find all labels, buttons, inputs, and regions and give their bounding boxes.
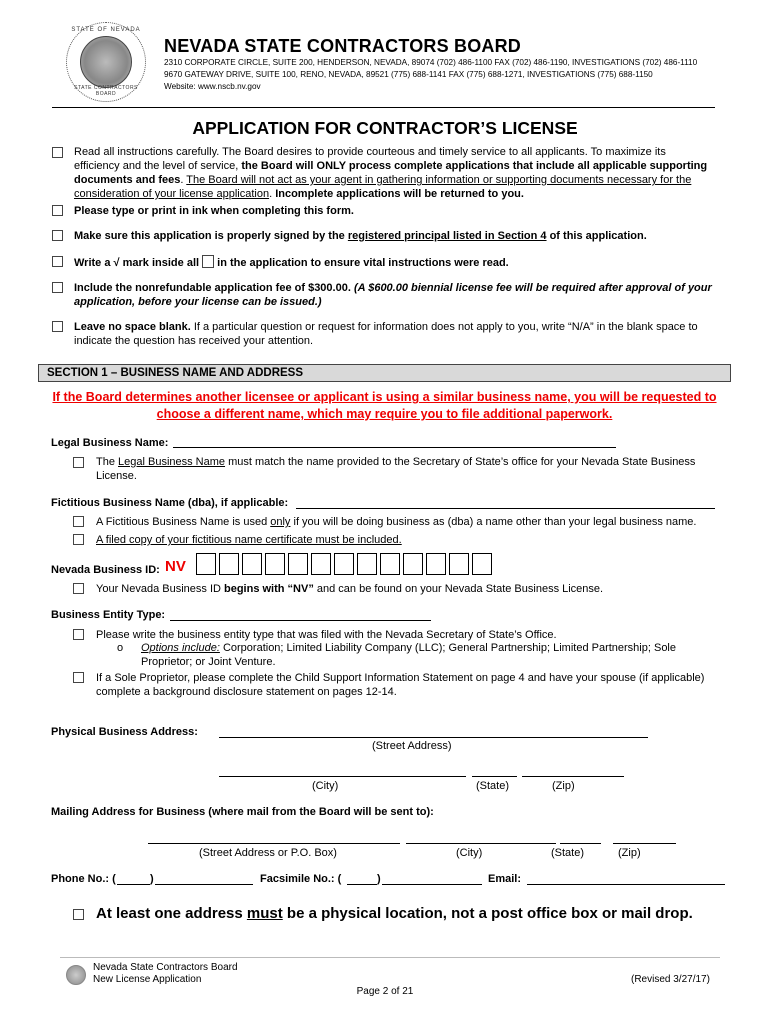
address-henderson: 2310 CORPORATE CIRCLE, SUITE 200, HENDERSON, NEVADA, 89074 (702) 486-1100 FAX (702) 486-1190, INVESTIGATIONS (702) 486-1110 bbox=[164, 58, 698, 67]
entity-options: Options include: Corporation; Limited Liability Company (LLC); General Partnership; Limited Partnership; Sole Proprietor; or Joint Venture. bbox=[141, 642, 676, 668]
fax-number-field[interactable] bbox=[382, 873, 482, 885]
page-title: APPLICATION FOR CONTRACTOR’S LICENSE bbox=[192, 118, 578, 138]
fax-label: Facsimile No.: ( bbox=[260, 873, 342, 885]
checkbox-sole-proprietor[interactable] bbox=[73, 672, 84, 683]
instruction-check-mark: Write a √ mark inside all in the application to ensure vital instructions were read. bbox=[74, 257, 509, 269]
phone-number-field[interactable] bbox=[155, 873, 253, 885]
id-box[interactable] bbox=[380, 553, 400, 575]
instruction-type-print: Please type or print in ink when completing this form. bbox=[74, 205, 354, 217]
mailing-address-label: Mailing Address for Business (where mail from the Board will be sent to): bbox=[51, 806, 434, 818]
fax-paren-close: ) bbox=[377, 873, 381, 885]
checkbox-signed[interactable] bbox=[52, 230, 63, 241]
website: Website: www.nscb.nv.gov bbox=[164, 82, 261, 91]
physical-address-label: Physical Business Address: bbox=[51, 726, 198, 738]
instruction-read-all: Read all instructions carefully. The Board desires to provide courteous and timely service to all applicants. To maximize its efficiency and the level of service, the Board will ONLY process complete applications that include all applicable supporting documents and fees. The Board will not act as your agent in gathering information or supporting documents necessary for the consideration of your license application. Incomplete applications will be returned to you. bbox=[74, 146, 708, 200]
physical-zip-caption: (Zip) bbox=[552, 780, 575, 792]
mailing-street-caption: (Street Address or P.O. Box) bbox=[199, 847, 337, 859]
legal-business-name-field[interactable] bbox=[173, 436, 616, 448]
checkbox-nvid[interactable] bbox=[73, 583, 84, 594]
id-box[interactable] bbox=[472, 553, 492, 575]
legal-business-name-label: Legal Business Name: bbox=[51, 437, 169, 449]
footer-org: Nevada State Contractors Board bbox=[93, 962, 238, 973]
phone-area-code-field[interactable] bbox=[117, 873, 150, 885]
nv-prefix: NV bbox=[165, 558, 186, 575]
seal-emblem bbox=[80, 36, 132, 88]
header-divider bbox=[52, 107, 715, 108]
phone-paren-close: ) bbox=[150, 873, 154, 885]
id-box[interactable] bbox=[403, 553, 423, 575]
entity-type-field[interactable] bbox=[170, 609, 431, 621]
section-1-header: SECTION 1 – BUSINESS NAME AND ADDRESS bbox=[38, 364, 731, 382]
footer-revised: (Revised 3/27/17) bbox=[631, 974, 710, 985]
physical-street-caption: (Street Address) bbox=[372, 740, 452, 752]
id-box[interactable] bbox=[426, 553, 446, 575]
checkbox-fee[interactable] bbox=[52, 282, 63, 293]
dba-field[interactable] bbox=[296, 497, 715, 509]
nevada-business-id-label: Nevada Business ID: bbox=[51, 564, 160, 576]
instruction-signed: Make sure this application is properly signed by the registered principal listed in Section 4 of this application. bbox=[74, 230, 647, 242]
entity-type-label: Business Entity Type: bbox=[51, 609, 166, 621]
footer-seal-logo bbox=[66, 965, 86, 985]
mailing-state-field[interactable] bbox=[560, 832, 601, 844]
email-field[interactable] bbox=[527, 873, 725, 885]
checkbox-dba-certificate[interactable] bbox=[73, 534, 84, 545]
id-box[interactable] bbox=[219, 553, 239, 575]
id-box[interactable] bbox=[334, 553, 354, 575]
id-box[interactable] bbox=[265, 553, 285, 575]
physical-state-caption: (State) bbox=[476, 780, 510, 792]
sole-proprietor-note: If a Sole Proprietor, please complete the Child Support Information Statement on page 4 and have your spouse (if applicable) complete a background disclosure statement on pages 12-14. bbox=[96, 672, 705, 698]
mailing-city-caption: (City) bbox=[456, 847, 483, 859]
checkbox-dba-usage[interactable] bbox=[73, 516, 84, 527]
physical-state-field[interactable] bbox=[472, 765, 517, 777]
id-box[interactable] bbox=[196, 553, 216, 575]
id-box[interactable] bbox=[357, 553, 377, 575]
email-label: Email: bbox=[488, 873, 522, 885]
checkbox-type-print[interactable] bbox=[52, 205, 63, 216]
address-reno: 9670 GATEWAY DRIVE, SUITE 100, RENO, NEVADA, 89521 (775) 688-1141 FAX (775) 688-1271, INVESTIGATIONS (775) 688-1150 bbox=[164, 70, 653, 79]
checkbox-read-instructions[interactable] bbox=[52, 147, 63, 158]
physical-city-field[interactable] bbox=[219, 765, 466, 777]
legal-name-note: The Legal Business Name must match the name provided to the Secretary of State’s office for your Nevada State Business License. bbox=[96, 456, 696, 482]
checkbox-physical-location[interactable] bbox=[73, 909, 84, 920]
dba-note-certificate: A filed copy of your fictitious name certificate must be included. bbox=[96, 534, 402, 546]
id-box[interactable] bbox=[288, 553, 308, 575]
dba-note-usage: A Fictitious Business Name is used only if you will be doing business as (dba) a name other than your legal business name. bbox=[96, 516, 697, 528]
mailing-zip-caption: (Zip) bbox=[618, 847, 641, 859]
seal-text-top: STATE OF NEVADA bbox=[71, 27, 141, 33]
fax-area-code-field[interactable] bbox=[347, 873, 377, 885]
mailing-state-caption: (State) bbox=[551, 847, 585, 859]
physical-city-caption: (City) bbox=[312, 780, 339, 792]
box-icon bbox=[202, 255, 214, 268]
physical-location-note: At least one address must be a physical location, not a post office box or mail drop. bbox=[96, 905, 693, 922]
entity-note: Please write the business entity type that was filed with the Nevada Secretary of State’s Office. bbox=[96, 629, 557, 641]
id-box[interactable] bbox=[242, 553, 262, 575]
instruction-no-blank: Leave no space blank. If a particular question or request for information does not apply to you, write “N/A” in the blank space to indicate the question has received your attention. bbox=[74, 321, 698, 347]
footer-form: New License Application bbox=[93, 974, 202, 985]
checkbox-entity[interactable] bbox=[73, 629, 84, 640]
mailing-zip-field[interactable] bbox=[613, 832, 676, 844]
page-number: Page 2 of 21 bbox=[356, 986, 414, 997]
footer-divider bbox=[60, 957, 720, 958]
nvid-note: Your Nevada Business ID begins with “NV” and can be found on your Nevada State Business License. bbox=[96, 583, 604, 595]
checkbox-legal-name[interactable] bbox=[73, 457, 84, 468]
seal-text-bottom: STATE CONTRACTORS BOARD bbox=[74, 85, 138, 97]
physical-street-field[interactable] bbox=[219, 726, 648, 738]
dba-label: Fictitious Business Name (dba), if applicable: bbox=[51, 497, 289, 509]
similar-name-warning-line1: If the Board determines another licensee or applicant is using a similar business name, you will be requested to bbox=[52, 390, 717, 404]
mailing-street-field[interactable] bbox=[148, 832, 400, 844]
option-bullet: o bbox=[117, 642, 124, 654]
similar-name-warning-line2: choose a different name, which may require you to file additional paperwork. bbox=[156, 407, 613, 421]
physical-zip-field[interactable] bbox=[522, 765, 624, 777]
id-box[interactable] bbox=[311, 553, 331, 575]
board-title: NEVADA STATE CONTRACTORS BOARD bbox=[164, 36, 521, 56]
instruction-fee: Include the nonrefundable application fee of $300.00. (A $600.00 biennial license fee will be required after approval of your application, before your license can be issued.) bbox=[74, 282, 712, 308]
board-seal-logo bbox=[66, 22, 146, 102]
phone-label: Phone No.: ( bbox=[51, 873, 116, 885]
mailing-city-field[interactable] bbox=[406, 832, 556, 844]
checkbox-check-mark[interactable] bbox=[52, 256, 63, 267]
nevada-business-id-boxes[interactable] bbox=[196, 553, 492, 575]
checkbox-no-blank[interactable] bbox=[52, 321, 63, 332]
id-box[interactable] bbox=[449, 553, 469, 575]
